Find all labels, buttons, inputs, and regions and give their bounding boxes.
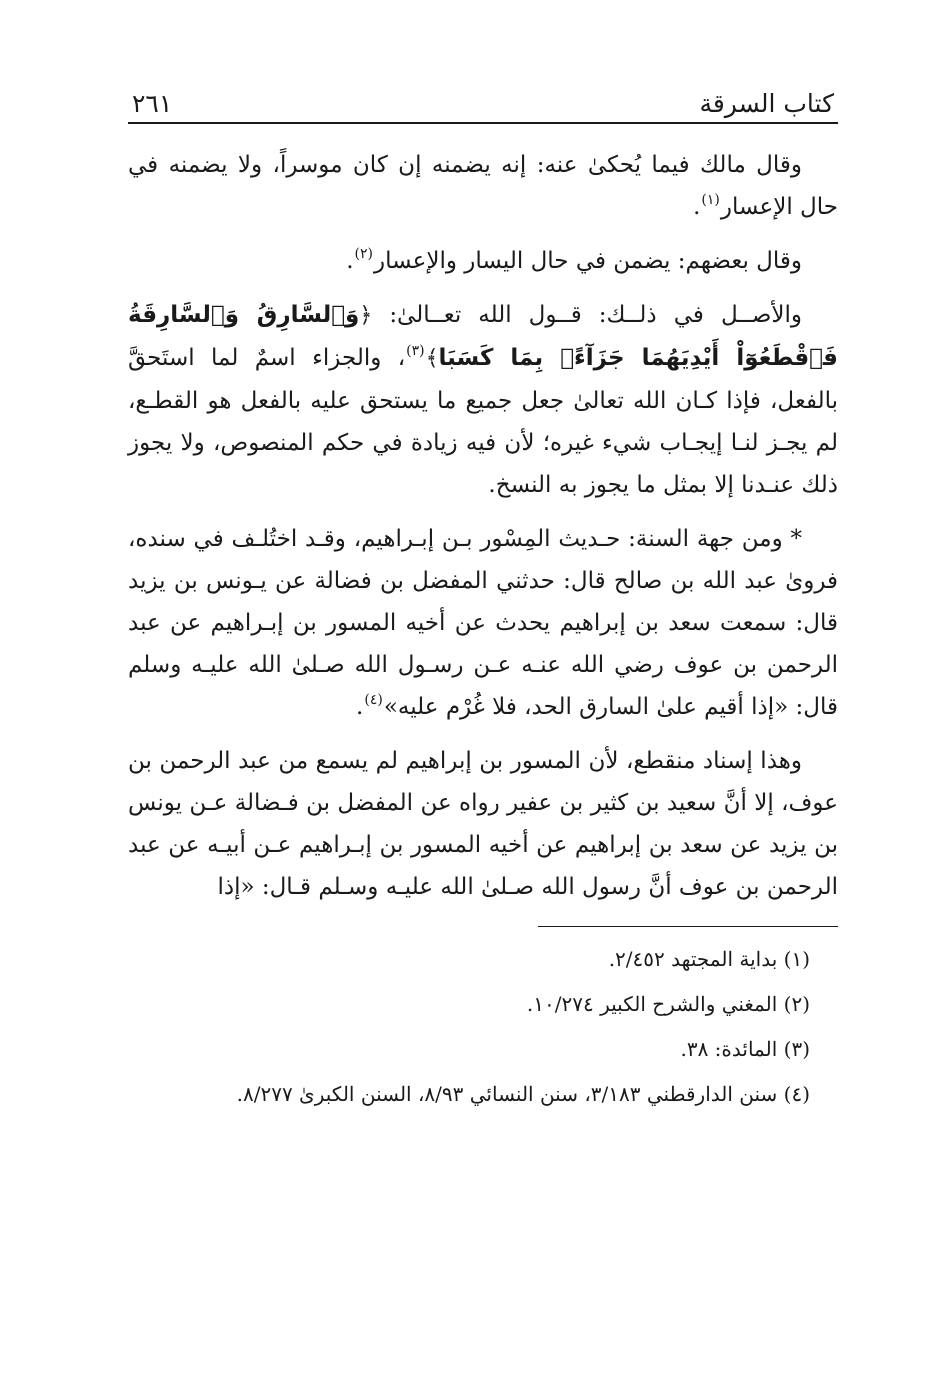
footnote-ref-2: (٢) [354, 246, 374, 262]
paragraph-3 [128, 294, 838, 506]
paragraph-5 [128, 740, 838, 908]
paragraph-1-end: . [693, 194, 701, 220]
paragraph-1-text: وقال مالك فيما يُحكىٰ عنه: إنه يضمنه إن كان موسراً، ولا يضمنه في حال الإعسار [128, 152, 838, 220]
footnote-2: (٢) المغني والشرح الكبير ١٠/٢٧٤. [526, 992, 810, 1016]
page-number: ٢٦١ [132, 89, 173, 118]
footnote-ref-3: (٣) [406, 343, 425, 359]
footnotes [128, 937, 838, 1117]
paragraph-4 [128, 518, 838, 728]
main-text [128, 144, 838, 908]
paragraph-4-text: * ومن جهة السنة: حـديث المِسْور بـن إبـراهيم، وقـد اختُلـف في سنده، فرویٰ عبد الله بن صالح قال: حدثني المفضل بن فضالة عن يـونس بن يزيد قال: سمعت سعد بن إبراهيم يحدث عن أخيه المسور بن إبـراهيم عن عبد الرحمن بن عوف رضي الله عنـه عـن رسـول الله صـلىٰ الله عليـه وسلم قال: «إذا أقيم علىٰ السارق الحد، فلا غُرْم عليه» [128, 526, 838, 720]
page-header [128, 78, 838, 124]
paragraph-2-end: . [346, 248, 354, 274]
quran-bracket-open: ﴿ [359, 303, 373, 328]
quran-bracket-close: ﴾ [425, 346, 439, 371]
paragraph-1 [128, 144, 838, 228]
paragraph-3-intro: والأصــل في ذلــك: قــول الله تعــالىٰ: [389, 302, 802, 328]
paragraph-2 [128, 240, 838, 282]
footnote-ref-1: (١) [701, 192, 720, 208]
quran-verse: وَٱلسَّارِقُ وَٱلسَّارِقَةُ فَٱقْطَعُوٓاْ أَيْدِيَهُمَا جَزَآءًۢ بِمَا كَسَبَا [128, 302, 838, 371]
book-page [128, 78, 838, 1117]
paragraph-5-text: وهذا إسناد منقطع، لأن المسور بن إبراهيم لم يسمع من عبد الرحمن بن عوف، إلا أنَّ سعيد بن كثير بن عفير رواه عن المفضل بن فـضالة عـن يونس بن يزيد عن سعد بن إبراهيم عن أخيه المسور بن إبـراهيم عـن أبيـه عن عبد الرحمن بن عوف أنَّ رسول الله صـلىٰ الله عليـه وسـلم قـال: «إذا [128, 748, 838, 900]
chapter-title: كتاب السرقة [699, 89, 834, 118]
footnote-divider [538, 926, 838, 927]
footnote-3: (٣) المائدة: ٣٨. [680, 1037, 810, 1061]
footnote-1: (١) بداية المجتهد ٢/٤٥٢. [608, 947, 810, 971]
footnote-4: (٤) سنن الدارقطني ٣/١٨٣، سنن النسائي ٨/٩٣، السنن الكبرىٰ ٨/٢٧٧. [236, 1082, 810, 1106]
paragraph-4-end: . [356, 694, 364, 720]
footnote-ref-4: (٤) [364, 692, 383, 708]
paragraph-3-rest: ، والجزاء اسمٌ لما استَحقَّ بالفعل، فإذا كـان الله تعالىٰ جعل جميع ما يستحق عليه بالفعل هو القطـع، لم يجـز لنـا إيجـاب شيء غيره؛ لأن فيه زيادة في حكم المنصوص، ولا يجوز ذلك عنـدنا إلا بمثل ما يجوز به النسخ. [128, 345, 838, 498]
paragraph-2-text: وقال بعضهم: يضمن في حال اليسار والإعسار [374, 248, 802, 274]
